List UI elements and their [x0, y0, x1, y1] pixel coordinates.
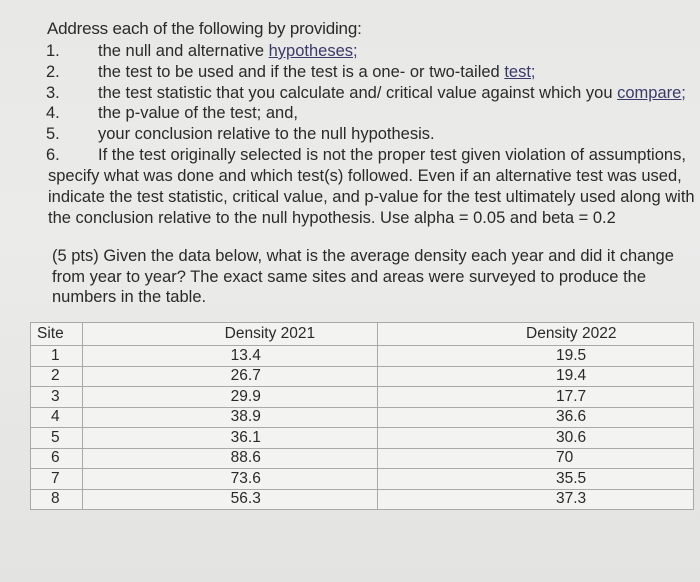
item-number: 6. [46, 145, 60, 164]
continuation-line: the conclusion relative to the null hypothesis. Use alpha = 0.05 and beta = 0.2 [48, 208, 616, 227]
continuation-line: indicate the test statistic, critical value, and p-value for the test ultimately used along with [48, 187, 695, 206]
cell-density-2022: 19.4 [378, 366, 694, 387]
cell-density-2021: 56.3 [82, 489, 377, 510]
table-row [31, 489, 694, 510]
list-item [46, 83, 686, 104]
item-number: 5. [46, 125, 60, 144]
item-text: If the test originally selected is not the proper test given violation of assumptions, [98, 145, 686, 164]
cell-site: 4 [31, 407, 83, 428]
cell-site: 5 [31, 428, 83, 449]
list-item [46, 124, 686, 145]
instructions-list [46, 41, 686, 166]
instructions-continuation [48, 166, 695, 228]
instructions-intro: Address each of the following by providing: [47, 19, 362, 38]
question-line: from year to year? The exact same sites and areas were surveyed to produce the [52, 267, 646, 286]
item-number: 1. [46, 42, 60, 60]
list-item [46, 62, 686, 83]
question-line: numbers in the table. [52, 288, 207, 306]
header-site: Site [31, 323, 83, 346]
item-text: the test to be used and if the test is a one- or two-tailed [98, 62, 505, 81]
table-row [31, 469, 694, 490]
item-text: the null and alternative [98, 42, 269, 60]
cell-site: 3 [31, 387, 83, 408]
underlined-word: compare; [617, 83, 686, 102]
table-row [31, 387, 694, 408]
cell-density-2021: 36.1 [82, 428, 377, 449]
item-text: the test statistic that you calculate and/ critical value against which you [98, 83, 618, 102]
table-header-row [31, 323, 694, 346]
item-text: your conclusion relative to the null hypothesis. [98, 125, 435, 144]
cell-density-2021: 29.9 [82, 387, 377, 408]
item-text: the p-value of the test; and, [98, 104, 298, 123]
table-row [31, 448, 694, 469]
question-line: (5 pts) Given the data below, what is the average density each year and did it change [52, 247, 674, 265]
table-row [31, 407, 694, 428]
cell-density-2022: 35.5 [378, 469, 694, 490]
item-number: 2. [46, 62, 60, 81]
continuation-line: specify what was done and which test(s) followed. Even if an alternative test was used, [48, 167, 682, 185]
underlined-word: hypotheses; [268, 42, 358, 60]
cell-density-2021: 88.6 [82, 448, 377, 469]
cell-density-2022: 17.7 [378, 387, 694, 408]
question-text [52, 246, 672, 308]
density-table [30, 322, 694, 510]
cell-site: 7 [31, 469, 83, 490]
list-item [46, 145, 686, 166]
table-row [31, 428, 694, 449]
header-density-2021: Density 2021 [82, 323, 377, 346]
cell-site: 8 [31, 489, 83, 510]
cell-density-2022: 19.5 [378, 346, 694, 367]
list-item [46, 103, 686, 124]
cell-density-2022: 36.6 [378, 407, 694, 428]
underlined-word: test; [504, 62, 536, 81]
table-row [31, 366, 694, 387]
cell-site: 2 [31, 366, 83, 387]
cell-density-2021: 26.7 [82, 366, 377, 387]
cell-density-2022: 30.6 [378, 428, 694, 449]
table-row [31, 346, 694, 367]
item-number: 4. [46, 104, 60, 123]
cell-density-2022: 70 [378, 448, 694, 469]
cell-site: 6 [31, 448, 83, 469]
cell-site: 1 [31, 346, 83, 367]
item-number: 3. [46, 83, 60, 102]
header-density-2022: Density 2022 [378, 323, 694, 346]
list-item [46, 41, 686, 62]
cell-density-2021: 38.9 [82, 407, 377, 428]
cell-density-2021: 73.6 [82, 469, 377, 490]
cell-density-2021: 13.4 [82, 346, 377, 367]
cell-density-2022: 37.3 [378, 489, 694, 510]
